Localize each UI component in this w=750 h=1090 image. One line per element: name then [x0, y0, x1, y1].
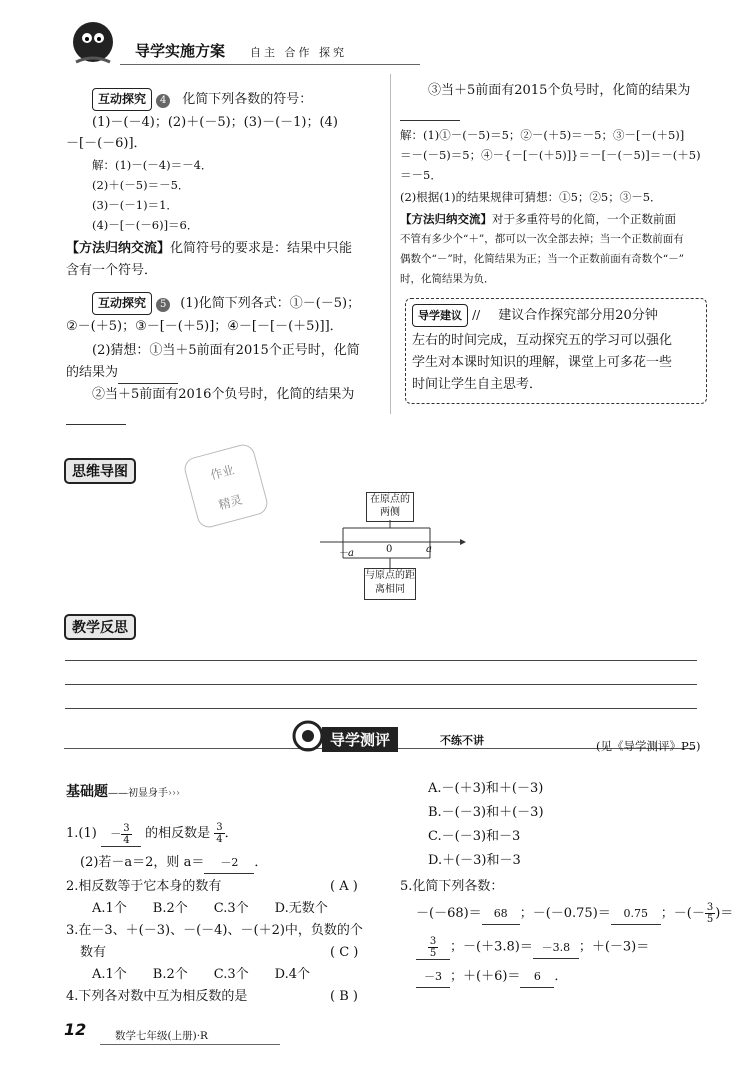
q3-answer: ( C ) — [330, 945, 359, 960]
q1-a-answer — [101, 823, 141, 847]
answer-blank — [66, 424, 126, 425]
explore-tag: 互动探究 — [92, 88, 152, 111]
numerator: 3 — [123, 822, 130, 834]
solution-line-3: (3)－(－1)＝1． — [92, 198, 178, 212]
r-sol-1: 解：(1)①－(－5)＝5；②－(＋5)＝－5；③－[－(＋5)] — [400, 128, 685, 142]
q1-b-text: (2)若－a＝2，则 a＝ — [80, 855, 205, 870]
basic-tagline: ——初显身手 — [108, 788, 168, 799]
answer-5: －3 — [416, 966, 450, 988]
q1-b-answer: －2 — [204, 852, 254, 874]
q5-expr-line1 — [416, 902, 733, 925]
method-summary-left — [66, 238, 352, 259]
method-summary-right — [400, 210, 676, 229]
q5-line4-text: 的结果为 — [66, 365, 119, 380]
slash-icon: // — [472, 308, 481, 322]
expr-5: ；＋(－3)＝ — [578, 939, 650, 955]
q4-line1: (1)－(－4)；(2)＋(－5)；(3)－(－1)；(4) — [92, 115, 338, 130]
q4: 4.下列各对数中互为相反数的是 — [66, 989, 248, 1004]
r-line1: ③当＋5前面有2015个负号时，化简的结果为 — [428, 83, 691, 98]
method-label: 【方法归纳交流】 — [400, 212, 492, 226]
reflection-title — [64, 614, 136, 640]
mindmap-bottom-box — [364, 568, 416, 600]
header-logo — [68, 18, 118, 68]
basic-title — [66, 782, 180, 804]
fraction — [428, 936, 438, 959]
suggestion-line1 — [412, 304, 658, 327]
q5-line1: (1)化简下列各式：①－(－5)； — [180, 296, 361, 311]
expr-3-post: )＝ — [715, 906, 734, 921]
reflection-line-3 — [65, 708, 697, 709]
method-text: 化简符号的要求是：结果中只能 — [170, 241, 353, 256]
bottom-box-text: 与原点的距离相同 — [365, 570, 415, 595]
banner-title — [322, 727, 398, 752]
suggestion-line4: 时间让学生自主思考． — [412, 377, 543, 392]
fraction — [705, 902, 715, 925]
q5-line2: ②－(＋5)；③－[－(＋5)]；④－[－[－(＋5)]]． — [66, 319, 343, 334]
q4-line2: －[－(－6)]． — [66, 136, 147, 151]
basic-title-text: 基础题 — [66, 784, 108, 800]
q5-expr-line3 — [416, 966, 567, 988]
expr-6: ；＋(＋6)＝ — [450, 969, 521, 984]
solution-line-1: 解：(1)－(－4)＝－4． — [92, 158, 213, 172]
denominator: 5 — [706, 914, 714, 925]
expr-1: －(－68)＝ — [416, 906, 482, 921]
q1-a-mid: 的相反数是 — [145, 826, 211, 841]
top-box-text: 在原点的两侧 — [370, 494, 410, 518]
banner-ref: (见《导学测评》P5) — [596, 739, 701, 753]
tick-pos-a: a — [426, 544, 432, 555]
method-text-2: 不管有多少个“＋”，都可以一次全部去掉；当一个正数前面有 — [400, 233, 684, 245]
banner-tagline: 不练不讲 — [440, 734, 484, 747]
header-rule — [120, 64, 420, 65]
explore-tag: 互动探究 — [92, 292, 152, 315]
q1-a-pre: 1.(1) — [66, 826, 97, 841]
tick-neg-a: －a — [338, 548, 354, 559]
q5-title: 5.化简下列各数： — [400, 879, 504, 894]
explore-number-icon: 4 — [156, 94, 170, 108]
interactive-explore-4 — [92, 88, 312, 111]
method-text-4: 时，化简结果为负． — [400, 273, 495, 285]
banner-title-text: 导学测评 — [330, 731, 391, 749]
answer-4: －3.8 — [533, 937, 579, 959]
numerator: 3 — [706, 902, 714, 913]
answer-blank — [118, 362, 178, 384]
answer-1: 68 — [482, 903, 520, 925]
tick-zero: 0 — [386, 544, 393, 555]
expr-2: ；－(－0.75)＝ — [519, 906, 611, 921]
stamp-text-1: 作业 — [208, 462, 236, 483]
page-number — [64, 1020, 86, 1039]
reflection-title-text: 教学反思 — [64, 614, 136, 640]
q5-expr-line2 — [416, 936, 649, 960]
numerator: 3 — [429, 936, 437, 947]
expr-6-end: ． — [554, 969, 568, 984]
q4-option-c: C.－(－3)和－3 — [428, 829, 521, 844]
stamp-text-2: 精灵 — [216, 492, 244, 513]
q2-answer: ( A ) — [330, 879, 358, 894]
denominator: 5 — [429, 948, 437, 959]
suggestion-text: 建议合作探究部分用20分钟 — [498, 308, 658, 323]
neg-sign: － — [110, 827, 122, 840]
expr-3: ；－(－ — [660, 906, 705, 921]
q4-option-b: B.－(－3)和＋(－3) — [428, 805, 544, 820]
suggestion-line2: 左右的时间完成，互动探究五的学习可以强化 — [412, 333, 673, 348]
r-sol-4: (2)根据(1)的结果规律可猜想：①5；②5；③－5． — [400, 190, 662, 204]
header-subtitle: 自主 合作 探究 — [250, 46, 347, 59]
reflection-line-2 — [65, 684, 697, 685]
q5-line4 — [66, 362, 178, 384]
q1-b: (2)若－a＝2，则 a＝ －2 ． — [80, 852, 267, 874]
mindmap-title-text: 思维导图 — [64, 458, 136, 484]
page-number-text: 12 — [64, 1020, 87, 1039]
q4-answer: ( B ) — [330, 989, 358, 1004]
explore-number-icon: 5 — [156, 298, 170, 312]
q1-a: 1.(1) － $\frac{3}{4}$ 的相反数是 $\frac{3}{4}$ ． — [66, 822, 238, 846]
q3-line1: 3.在－3、＋(－3)、－(－4)、－(＋2)中，负数的个 — [66, 923, 363, 938]
answer-3 — [416, 936, 450, 960]
suggestion-line3: 学生对本课时知识的理解，课堂上可多花一些 — [412, 355, 673, 370]
chevrons-icon: ››› — [168, 788, 180, 799]
answer-6: 6 — [520, 966, 554, 988]
denominator: 4 — [216, 834, 223, 845]
footer-rule — [100, 1044, 280, 1045]
method-text: 对于多重符号的化简，一个正数前面 — [492, 212, 676, 226]
answer-2: 0.75 — [611, 903, 661, 925]
method-text-3: 偶数个“－”时，化简结果为正；当一个正数前面有奇数个“－” — [400, 253, 684, 265]
mindmap-title — [64, 458, 136, 484]
solution-line-2: (2)＋(－5)＝－5． — [92, 178, 190, 192]
mascot-icon — [68, 18, 118, 68]
stamp — [182, 442, 270, 530]
fraction — [121, 823, 131, 846]
r-sol-3: ＝－5． — [400, 168, 442, 182]
interactive-explore-5 — [92, 292, 360, 315]
fraction — [214, 822, 224, 845]
solution-line-4: (4)－[－(－6)]＝6． — [92, 218, 199, 232]
answer-blank — [400, 120, 460, 121]
q4-option-a: A.－(＋3)和＋(－3) — [428, 781, 544, 796]
denominator: 4 — [123, 834, 130, 846]
q3-options: A.1个 B.2个 C.3个 D.4个 — [92, 967, 310, 982]
suggestion-tag: 导学建议 — [412, 304, 468, 327]
q3-line2: 数有 — [80, 945, 107, 960]
q4-intro: 化简下列各数的符号： — [182, 92, 313, 107]
r-sol-2: ＝－(－5)＝5；④－{－[－(＋5)]}＝－[－(－5)]＝－(＋5) — [400, 148, 701, 162]
footer-book: 数学七年级(上册)·R — [115, 1030, 208, 1042]
column-divider — [390, 74, 391, 414]
header-title: 导学实施方案 — [135, 42, 226, 60]
q2-options: A.1个 B.2个 C.3个 D.无数个 — [92, 901, 328, 916]
expr-4: ；－(＋3.8)＝ — [450, 939, 533, 955]
q5-line5: ②当＋5前面有2016个负号时，化简的结果为 — [92, 387, 355, 402]
q2: 2.相反数等于它本身的数有 — [66, 879, 222, 894]
numerator: 3 — [216, 822, 223, 833]
q5-line3: (2)猜想：①当＋5前面有2015个正号时，化简 — [92, 343, 360, 358]
q4-option-d: D.＋(－3)和－3 — [428, 853, 521, 868]
reflection-line-1 — [65, 660, 697, 661]
method-label: 【方法归纳交流】 — [66, 241, 171, 256]
method-text-2: 含有一个符号． — [66, 263, 158, 278]
mindmap-top-box — [366, 492, 414, 522]
